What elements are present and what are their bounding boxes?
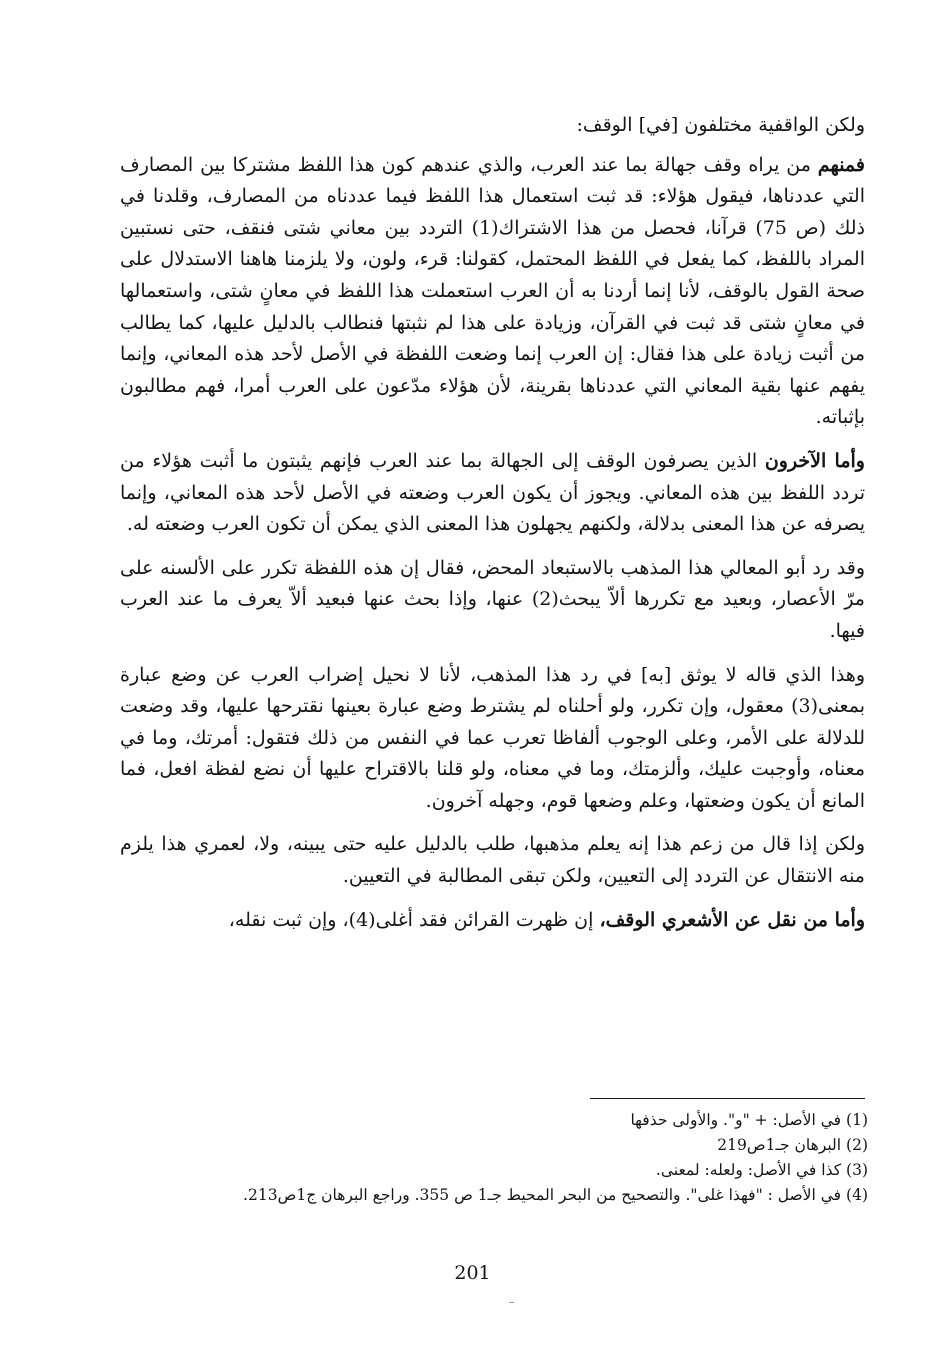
paragraph-1-text: من يراه وقف جهالة بما عند العرب، والذي عندهم كون هذا اللفظ مشتركا بين المصارف التي عددناها، فيقول هؤلاء: قد ثبت استعمال هذا اللفظ فيما عددناه من المصارف، وقلدنا في ذلك (ص 75) قرآنا، فحصل من هذا الاشتراك(1) التردد بين معاني شتى فنقف، حتى نستبين المراد باللفظ، كما يفعل في اللفظ المحتمل، كقولنا: قرء، ولون، ولا يلزمنا هاهنا الاستدلال على صحة القول بالوقف، لأنا إنما أردنا به أن العرب استعملت هذا اللفظ في معانٍ شتى، واستعمالها في معانٍ شتى قد ثبت في القرآن، وزيادة على هذا لم نثبتها فنطالب بالدليل عليها، كما يطالب من أثبت زيادة على هذا فقال: إن العرب إنما وضعت اللفظة في الأصل لأحد هذه المعاني، وإنما يفهم عنها بقية المعاني التي عددناها بقرينة، لأن هؤلاء مدّعون على العرب أمرا، فهم مطالبون بإثباته. bbox=[120, 153, 865, 429]
footnote-separator bbox=[590, 1098, 865, 1099]
lead-word-6: وأما من نقل عن الأشعري الوقف، bbox=[599, 908, 865, 931]
footnote-3: (3) كذا في الأصل: ولعله: لمعنى. bbox=[655, 1161, 868, 1179]
paragraph-2-text: الذين يصرفون الوقف إلى الجهالة بما عند العرب فإنهم يثبتون ما أثبت هؤلاء من تردد اللفظ بين هذه المعاني. ويجوز أن يكون العرب وضعته في الأصل لأحد هذه المعاني، وإنما يصرفه عن هذا المعنى بدلالة، ولكنهم يجهلون هذا المعنى الذي يمكن أن تكون العرب وضعته له. bbox=[120, 449, 865, 536]
paragraph-1 bbox=[120, 150, 865, 434]
footnotes bbox=[120, 1108, 868, 1208]
paragraph-2 bbox=[120, 446, 865, 541]
section-heading: ولكن الواقفية مختلفون [في] الوقف: bbox=[576, 114, 865, 136]
footnote-4: (4) في الأصل : "فهذا غلى". والتصحيح من البحر المحيط جـ1 ص 355. وراجع البرهان ج1ص213. bbox=[243, 1186, 868, 1204]
paragraph-6-text: إن ظهرت القرائن فقد أغلى(4)، وإن ثبت نقله، bbox=[228, 908, 600, 931]
page-number: 201 bbox=[454, 1262, 491, 1284]
paragraph-5: ولكن إذا قال من زعم هذا إنه يعلم مذهبها، طلب بالدليل عليه حتى يبينه، ولا، لعمري هذا يلزم منه الانتقال عن التردد إلى التعيين، ولكن تبقى المطالبة في التعيين. bbox=[120, 833, 865, 888]
lead-word-1: فمنهم bbox=[817, 153, 865, 176]
paragraph-6 bbox=[120, 905, 865, 937]
paragraph-4: وهذا الذي قاله لا يوثق [به] في رد هذا المذهب، لأنا لا نحيل إضراب العرب عن وضع عبارة بمعنى(3) معقول، وإن تكرر، ولو أحلناه لم يشترط وضع عبارة بعينها نقترحها عليها، وقد وضعت للدلالة على الأمر، وعلى الوجوب ألفاظا تعرب عما في النفس من ذلك فتقول: أمرتك، وما في معناه، وأوجبت عليك، وألزمتك، وما في معناه، ولو قلنا بالاقتراح عليها أن نضع لفظة افعل، فما المانع أن يكون وضعتها، وعلم وضعها قوم، وجهله آخرون. bbox=[120, 663, 865, 812]
scan-mark bbox=[509, 1302, 514, 1303]
body-text bbox=[120, 110, 865, 936]
lead-word-2: وأما الآخرون bbox=[764, 449, 865, 472]
paragraph-3: وقد رد أبو المعالي هذا المذهب بالاستبعاد المحض، فقال إن هذه اللفظة تكرر على الألسنه على مرّ الأعصار، وبعيد مع تكررها ألاّ يبحث(2) عنها، وإذا بحث عنها فبعيد ألاّ يعرف ما عند العرب فيها. bbox=[120, 556, 865, 642]
footnote-1: (1) في الأصل: + "و". والأولى حذفها bbox=[630, 1111, 868, 1129]
footnote-2: (2) البرهان جـ1ص219 bbox=[717, 1136, 868, 1154]
